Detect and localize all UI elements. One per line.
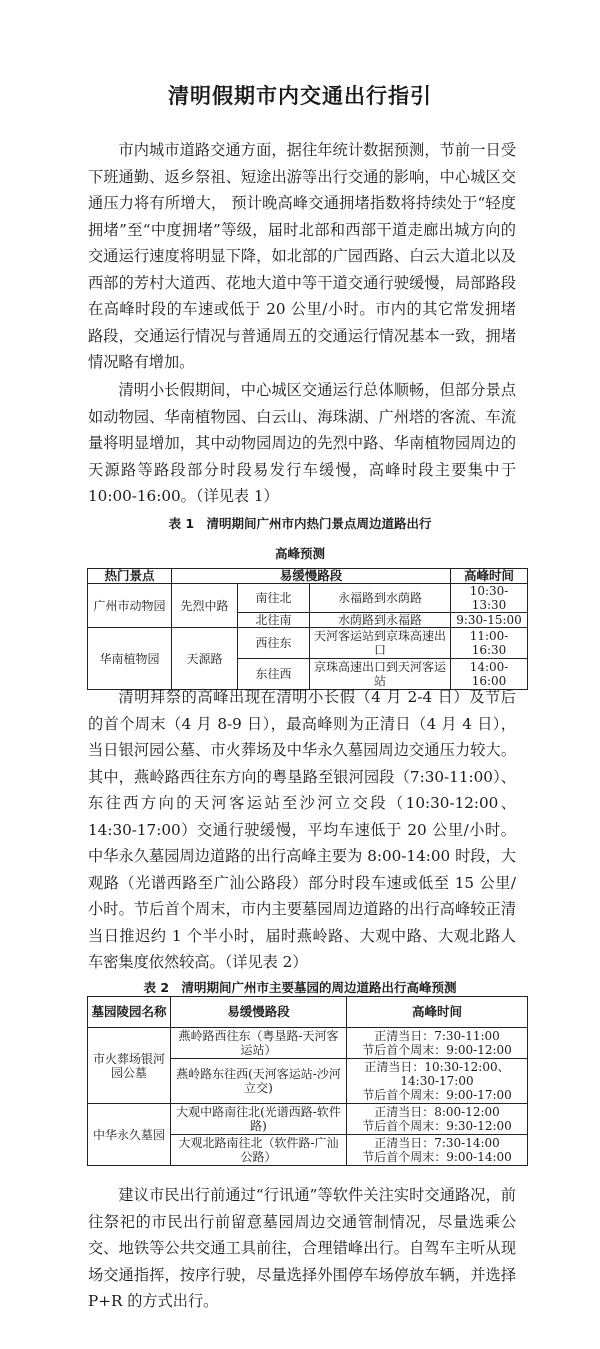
peak-line: 节后首个周末：9:00-14:00 [362,1150,512,1164]
table1-caption: 表 1 清明期间广州市内热门景点周边道路出行 [168,516,432,531]
road-cell: 大观北路南往北（软件路-广汕公路） [171,1135,347,1166]
peak-line: 正清当日：8:00-12:00 [374,1105,500,1119]
peak-cell: 14:00-16:00 [451,659,528,690]
peak-line: 正清当日：7:30-11:00 [374,1029,500,1043]
table-header-row [88,569,528,584]
table-row [88,1104,528,1135]
section-cell: 京珠高速出口到天河客运站 [310,659,451,690]
paragraph-scenic-spots: 清明小长假期间，中心城区交通运行总体顺畅，但部分景点如动物园、华南植物园、白云山、海珠湖、广州塔的客流、车流量将明显增加，其中动物园周边的先烈中路、华南植物园周边的天源路等路段部分时段易发行车缓慢，高峰时段主要集中于 10:00-16:00。（详见表 1） [88,381,516,505]
section-cell: 水荫路到永福路 [310,613,451,628]
cemetery-cell: 市火葬场银河园公墓 [88,1028,171,1104]
road-cell: 天源路 [172,628,238,690]
spot-cell: 广州市动物园 [88,584,172,628]
peak-cell: 10:30-13:30 [451,584,528,613]
road-cell: 燕岭路东往西(天河客运站-沙河立交) [171,1059,347,1104]
cemetery-cell: 中华永久墓园 [88,1104,171,1166]
header-spot: 热门景点 [88,569,172,584]
direction-cell: 北往南 [238,613,310,628]
section-cell: 天河客运站到京珠高速出口 [310,628,451,659]
scenic-spot-peak-table [87,568,528,690]
header-peak: 高峰时间 [347,997,528,1028]
road-cell: 先烈中路 [172,584,238,628]
header-cemetery: 墓园陵园名称 [88,997,171,1028]
peak-line: 节后首个周末：9:30-12:00 [362,1119,512,1133]
section-cell: 永福路到水荫路 [310,584,451,613]
peak-cell [347,1059,528,1104]
peak-cell [347,1135,528,1166]
direction-cell: 东往西 [238,659,310,690]
table1-caption-cont: 高峰预测 [274,546,325,561]
road-cell: 燕岭路西往东（粤垦路-天河客运站） [171,1028,347,1059]
table-row [88,628,528,659]
paragraph-travel-advice: 建议市民出行前通过“行讯通”等软件关注实时交通路况，前往祭祀的市民出行前留意墓园周边交通管制情况，尽量选乘公交、地铁等公共交通工具前往，合理错峰出行。自驾车主听从现场交通指挥，按序行驶，尽量选择外围停车场停放车辆，并选择 P+R 的方式出行。 [88,1186,516,1310]
direction-cell: 南往北 [238,584,310,613]
header-road: 易缓慢路段 [171,997,347,1028]
road-cell: 大观中路南往北(光谱西路-软件路) [171,1104,347,1135]
table2-caption: 表 2 清明期间广州市主要墓园的周边道路出行高峰预测 [143,980,457,995]
peak-line: 正清当日：10:30-12:00、14:30-17:00 [364,1060,510,1088]
paragraph-urban-roads: 市内城市道路交通方面，据往年统计数据预测，节前一日受下班通勤、返乡祭祖、短途出游等出行交通的影响，中心城区交通压力将有所增大， 预计晚高峰交通拥堵指数将持续处于“轻度拥堵”至“中度拥堵”等级，届时北部和西部干道走廊出城方向的交通运行速度将明显下降，如北部的广园西路、白云大道北以及西部的芳村大道西、花地大道中等干道交通行驶缓慢，局部路段在高峰时段的车速或低于 20 公里/小时。市内的其它常发拥堵路段，交通运行情况与普通周五的交通运行情况基本一致，拥堵情况略有增加。 [88,141,516,371]
peak-cell [347,1028,528,1059]
peak-line: 节后首个周末：9:00-12:00 [362,1043,512,1057]
table-row [88,584,528,613]
peak-cell: 11:00-16:30 [451,628,528,659]
cemetery-peak-table [87,996,528,1166]
direction-cell: 西往东 [238,628,310,659]
spot-cell: 华南植物园 [88,628,172,690]
peak-line: 正清当日：7:30-14:00 [374,1136,500,1150]
peak-cell: 9:30-15:00 [451,613,528,628]
paragraph-memorial-peak: 清明拜祭的高峰出现在清明小长假（4 月 2-4 日）及节后的首个周末（4 月 8-9 日），最高峰则为正清日（4 月 4 日），当日银河园公墓、市火葬场及中华永久墓园周边交通压力较大。其中，燕岭路西往东方向的粤垦路至银河园段（7:30-11:00）、东往西方向的天河客运站至沙河立交段（10:30-12:00、14:30-17:00）交通行驶缓慢，平均车速低于 20 公里/小时。中华永久墓园周边道路的出行高峰主要为 8:00-14:00 时段，大观路（光谱西路至广汕公路段）部分时段车速或低至 15 公里/小时。节后首个周末，市内主要墓园周边道路的出行高峰较正清当日推迟约 1 个半小时，届时燕岭路、大观中路、大观北路人车密集度依然较高。（详见表 2） [88,688,516,971]
page-title: 清明假期市内交通出行指引 [168,84,432,108]
peak-line: 节后首个周末：9:00-17:00 [362,1088,512,1102]
table-header-row [88,997,528,1028]
header-road: 易缓慢路段 [172,569,451,584]
peak-cell [347,1104,528,1135]
table-row [88,1028,528,1059]
header-peak: 高峰时间 [451,569,528,584]
